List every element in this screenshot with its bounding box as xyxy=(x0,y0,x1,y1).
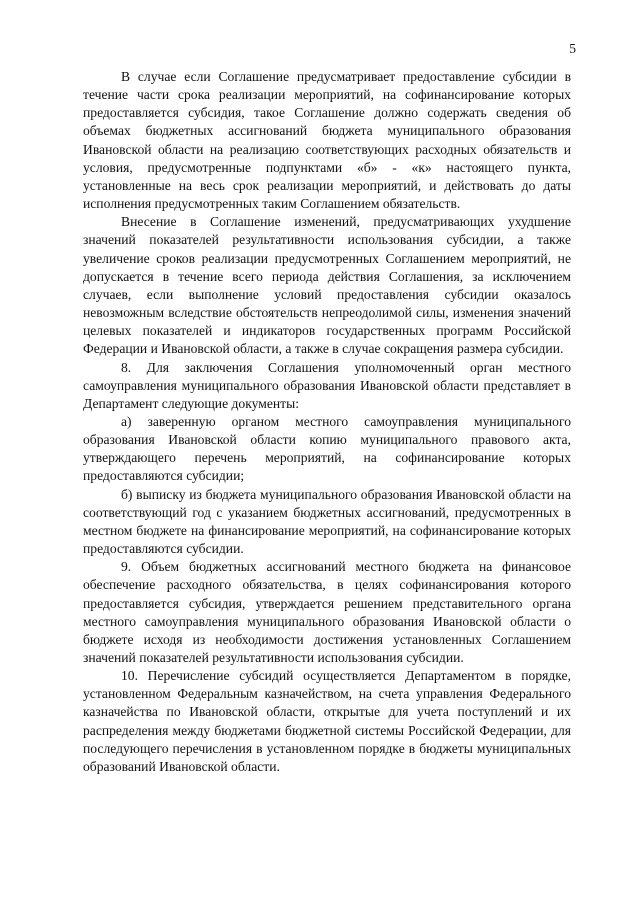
paragraph-item-8-a: а) заверенную органом местного самоуправления муниципального образования Ивановской области копию муниципального правового акта, утверждающего перечень мероприятий, на софинансирование которых предоставляются субсидии; xyxy=(83,413,571,484)
paragraph-item-9: 9. Объем бюджетных ассигнований местного бюджета на финансовое обеспечение расходного обязательства, в целях софинансирования которого предоставляется субсидия, утверждается решением представительного органа местного самоуправления муниципального образования Ивановской области о бюджете исходя из необходимости достижения установленных Соглашением значений показателей результативности использования субсидии. xyxy=(83,559,571,665)
paragraph-item-8-b: б) выписку из бюджета муниципального образования Ивановской области на соответствующий год с указанием бюджетных ассигнований, предусмотренных в местном бюджете на финансирование мероприятий, на софинансирование которых предоставляются субсидии. xyxy=(83,486,571,557)
paragraph-item-8: 8. Для заключения Соглашения уполномоченный орган местного самоуправления муниципального образования Ивановской области представляет в Департамент следующие документы: xyxy=(83,359,571,411)
paragraph-agreement-partial-period: В случае если Соглашение предусматривает предоставление субсидии в течение части срока реализации мероприятий, на софинансирование которых предоставляется субсидия, такое Соглашение должно содержать сведения об объемах бюджетных ассигнований бюджета муниципального образования Ивановской области на реализацию соответствующих расходных обязательств и условия, предусмотренные подпунктами «б» - «к» настоящего пункта, установленные на весь срок реализации мероприятий, и действовать до даты исполнения предусмотренных таким Соглашением обязательств. xyxy=(83,69,571,212)
document-body xyxy=(83,68,571,776)
page-number: 5 xyxy=(569,41,576,56)
paragraph-agreement-changes: Внесение в Соглашение изменений, предусматривающих ухудшение значений показателей результативности использования субсидии, а также увеличение сроков реализации предусмотренных Соглашением мероприятий, не допускается в течение всего периода действия Соглашения, за исключением случаев, если выполнение условий предоставления субсидии оказалось невозможным вследствие обстоятельств непреодолимой силы, изменения значений целевых показателей и индикаторов государственных программ Российской Федерации и Ивановской области, а также в случае сокращения размера субсидии. xyxy=(83,214,571,357)
paragraph-item-10: 10. Перечисление субсидий осуществляется Департаментом в порядке, установленном Федеральным казначейством, на счета управления Федерального казначейства по Ивановской области, открытые для учета поступлений и их распределения между бюджетами бюджетной системы Российской Федерации, для последующего перечисления в установленном порядке в бюджеты муниципальных образований Ивановской области. xyxy=(83,668,571,774)
